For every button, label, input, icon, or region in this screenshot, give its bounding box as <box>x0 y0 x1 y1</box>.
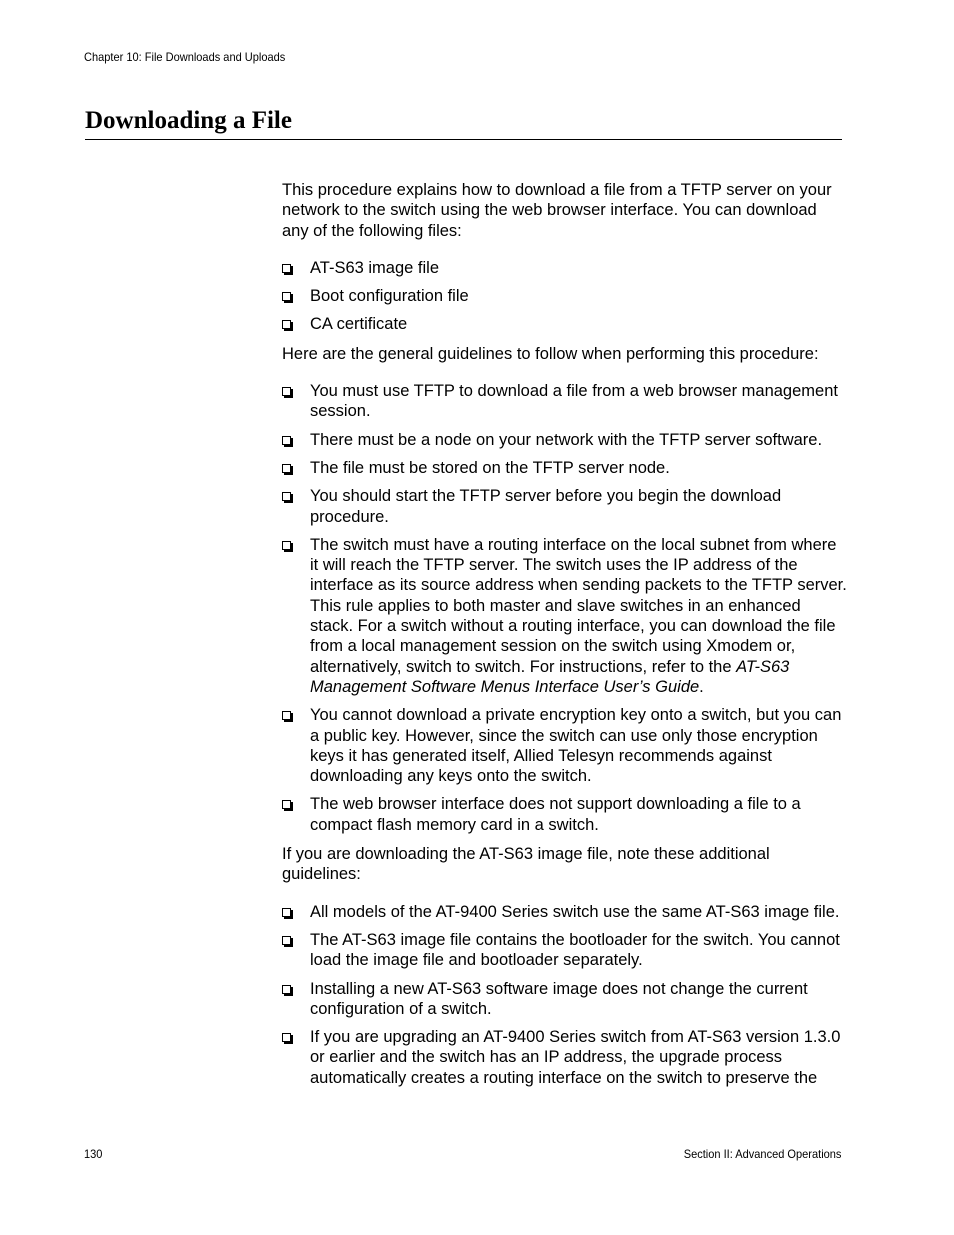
guide-title-reference: AT-S63 Management Software Menus Interface User’s Guide <box>310 657 790 696</box>
checkbox-bullet-icon <box>282 985 291 994</box>
list-item: Boot configuration file <box>282 286 847 306</box>
running-header: Chapter 10: File Downloads and Uploads <box>84 50 286 64</box>
intro-paragraph: This procedure explains how to download a file from a TFTP server on your network to the switch using the web browser interface. You can download any of the following files: <box>282 181 832 240</box>
checkbox-bullet-icon <box>282 711 291 720</box>
guidelines-intro: Here are the general guidelines to follow when performing this procedure: <box>282 344 819 363</box>
list-item: You must use TFTP to download a file from a web browser management session. <box>282 381 847 422</box>
list-item: If you are upgrading an AT-9400 Series switch from AT-S63 version 1.3.0 or earlier and the switch has an IP address, the upgrade process automatically creates a routing interface on the switch to preserve the <box>282 1027 847 1088</box>
checkbox-bullet-icon <box>282 436 291 445</box>
section-footer: Section II: Advanced Operations <box>683 1147 841 1161</box>
file-types-list <box>282 258 847 335</box>
list-item: The file must be stored on the TFTP server node. <box>282 458 847 478</box>
body-content <box>282 180 847 1096</box>
checkbox-bullet-icon <box>282 908 291 917</box>
list-item: CA certificate <box>282 314 847 334</box>
checkbox-bullet-icon <box>282 1033 291 1042</box>
checkbox-bullet-icon <box>282 292 291 301</box>
checkbox-bullet-icon <box>282 264 291 273</box>
guidelines-list <box>282 381 847 835</box>
image-guidelines-list <box>282 902 847 1088</box>
list-item: All models of the AT-9400 Series switch use the same AT-S63 image file. <box>282 902 847 922</box>
list-item: Installing a new AT-S63 software image does not change the current configuration of a switch. <box>282 979 847 1020</box>
page-title: Downloading a File <box>85 107 292 134</box>
checkbox-bullet-icon <box>282 320 291 329</box>
checkbox-bullet-icon <box>282 387 291 396</box>
list-item: The switch must have a routing interface on the local subnet from where it will reach the TFTP server. The switch uses the IP address of the interface as its source address when sending packets to the TFTP server. This rule applies to both master and slave switches in an enhanced stack. For a switch without a routing interface, you can download the file from a local management session on the switch using Xmodem or, alternatively, switch to switch. For instructions, refer to the AT-S63 Management Software Menus Interface User’s Guide. <box>282 535 847 697</box>
list-item: You should start the TFTP server before you begin the download procedure. <box>282 486 847 527</box>
checkbox-bullet-icon <box>282 464 291 473</box>
list-item: There must be a node on your network with the TFTP server software. <box>282 430 847 450</box>
image-guidelines-intro: If you are downloading the AT-S63 image file, note these additional guidelines: <box>282 845 770 884</box>
checkbox-bullet-icon <box>282 541 291 550</box>
checkbox-bullet-icon <box>282 936 291 945</box>
list-item: You cannot download a private encryption key onto a switch, but you can a public key. However, since the switch can use only those encryption keys it has generated itself, Allied Telesyn recommends against downloading any keys onto the switch. <box>282 705 847 786</box>
title-rule <box>85 139 842 140</box>
list-item: AT-S63 image file <box>282 258 847 278</box>
checkbox-bullet-icon <box>282 800 291 809</box>
page-number: 130 <box>84 1147 103 1161</box>
checkbox-bullet-icon <box>282 492 291 501</box>
list-item: The AT-S63 image file contains the bootloader for the switch. You cannot load the image file and bootloader separately. <box>282 930 847 971</box>
list-item: The web browser interface does not support downloading a file to a compact flash memory card in a switch. <box>282 794 847 835</box>
